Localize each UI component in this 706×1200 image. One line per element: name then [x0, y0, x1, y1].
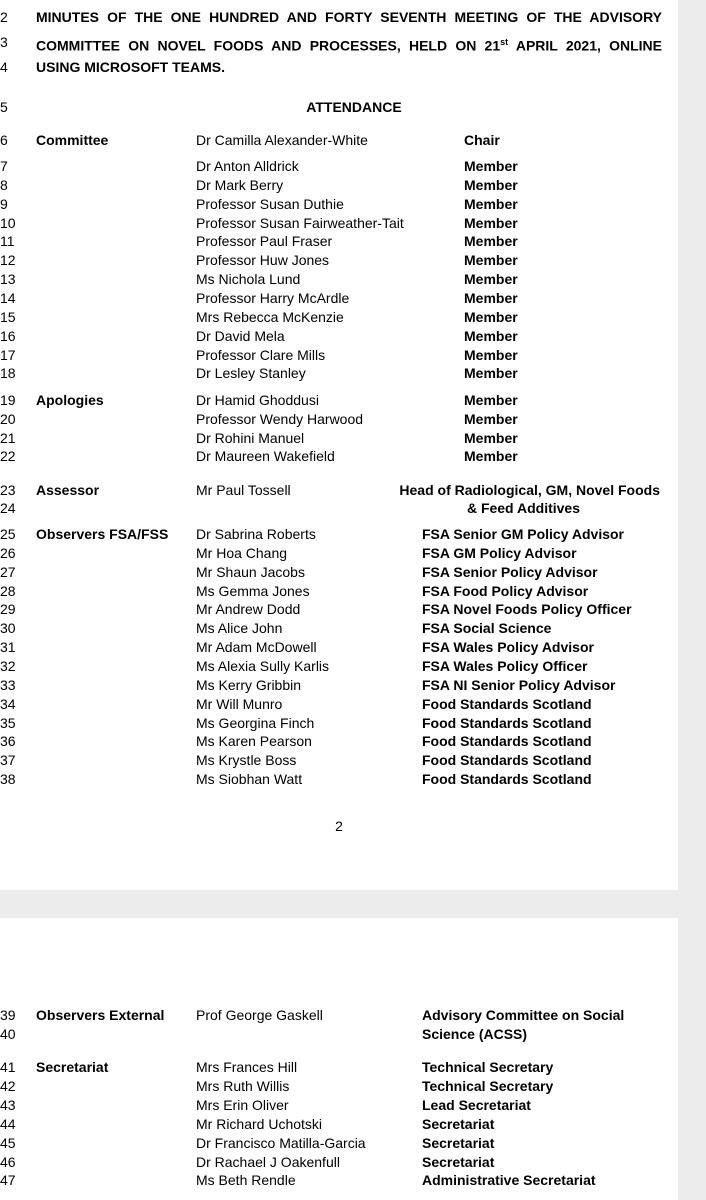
attendee-name: Mr Will Munro — [196, 695, 283, 712]
line-number: 24 — [0, 500, 16, 516]
attendee-name: Mr Shaun Jacobs — [196, 563, 305, 580]
attendee-name: Ms Kerry Gribbin — [196, 676, 302, 693]
line-number: 43 — [0, 1096, 16, 1113]
attendee-name: Dr Lesley Stanley — [196, 365, 306, 381]
attendee-name: Professor Paul Fraser — [196, 233, 333, 249]
attendee-role: Member — [464, 271, 518, 287]
attendee-name: Professor Clare Mills — [196, 347, 326, 363]
attendee-role: Administrative Secretariat — [422, 1172, 596, 1189]
attendee-name: Dr David Mela — [196, 328, 285, 344]
attendance-heading: ATTENDANCE — [306, 99, 402, 115]
attendee-role: Technical Secretary — [422, 1077, 554, 1094]
title-line-3: USING MICROSOFT TEAMS. — [36, 59, 225, 75]
attendee-role: Member — [464, 392, 518, 408]
line-number: 5 — [0, 99, 8, 115]
line-number: 12 — [0, 252, 16, 268]
line-number: 11 — [0, 233, 15, 249]
attendee-role: Member — [464, 252, 518, 268]
attendee-role: Chair — [464, 132, 500, 148]
attendee-role: FSA Senior Policy Advisor — [422, 563, 598, 580]
attendee-role: Food Standards Scotland — [422, 752, 592, 769]
attendee-name: Professor Wendy Harwood — [196, 410, 364, 427]
attendee-name: Mr Andrew Dodd — [196, 601, 301, 618]
line-number: 9 — [0, 196, 8, 212]
attendee-role: Secretariat — [422, 1115, 495, 1132]
line-number: 3 — [0, 34, 8, 50]
attendee-role: Member — [464, 196, 518, 212]
attendee-name: Dr Rohini Manuel — [196, 429, 305, 446]
attendee-role: Member — [464, 215, 518, 231]
attendee-role: FSA Wales Policy Advisor — [422, 639, 594, 656]
attendee-name: Dr Francisco Matilla-Garcia — [196, 1134, 366, 1151]
title-superscript: st — [500, 37, 509, 47]
attendee-name: Ms Alexia Sully Karlis — [196, 657, 330, 674]
title-line-1: MINUTES OF THE ONE HUNDRED AND FORTY SEVENTH MEETING OF THE ADVISORY — [36, 9, 662, 25]
attendee-name: Ms Siobhan Watt — [196, 771, 303, 788]
attendee-role: FSA Novel Foods Policy Officer — [422, 601, 632, 618]
attendee-role: Member — [464, 158, 518, 174]
line-number: 15 — [0, 309, 16, 325]
line-number: 31 — [0, 639, 16, 656]
attendee-name: Mr Richard Uchotski — [196, 1115, 323, 1132]
assessor-role-line-2: & Feed Additives — [466, 500, 580, 516]
attendee-name: Mr Hoa Chang — [196, 544, 288, 561]
line-number: 23 — [0, 482, 16, 498]
attendee-name: Mrs Frances Hill — [196, 1059, 298, 1075]
line-number: 22 — [0, 448, 16, 465]
section-label-observers-fsa: Observers FSA/FSS — [36, 526, 169, 542]
attendee-name: Ms Beth Rendle — [196, 1172, 296, 1189]
attendee-name: Ms Nichola Lund — [196, 271, 301, 287]
line-number: 6 — [0, 132, 8, 148]
attendee-role: Member — [464, 429, 518, 446]
line-number: 40 — [0, 1026, 16, 1042]
assessor-name: Mr Paul Tossell — [196, 482, 291, 498]
title-line-2-b: APRIL 2021, ONLINE — [508, 37, 662, 54]
assessor-role-line-1: Head of Radiological, GM, Novel Foods — [399, 482, 660, 498]
attendee-role: Food Standards Scotland — [422, 771, 592, 788]
observer-external-name: Prof George Gaskell — [196, 1007, 323, 1023]
line-number: 25 — [0, 526, 16, 542]
attendee-role: Lead Secretariat — [422, 1096, 531, 1113]
line-number: 21 — [0, 429, 16, 446]
section-label-secretariat: Secretariat — [36, 1059, 109, 1075]
line-number: 13 — [0, 271, 16, 287]
line-number: 42 — [0, 1077, 16, 1094]
attendee-role: FSA NI Senior Policy Advisor — [422, 676, 616, 693]
line-number: 8 — [0, 177, 8, 193]
attendee-role: Member — [464, 233, 518, 249]
attendee-role: Member — [464, 347, 518, 363]
line-number: 37 — [0, 752, 16, 769]
attendee-name: Dr Camilla Alexander-White — [196, 132, 368, 148]
line-number: 2 — [0, 9, 8, 25]
line-number: 30 — [0, 620, 16, 637]
section-label-committee: Committee — [36, 132, 109, 148]
attendee-name: Dr Mark Berry — [196, 177, 284, 193]
line-number: 39 — [0, 1007, 16, 1023]
attendee-name: Professor Huw Jones — [196, 252, 330, 268]
line-number: 29 — [0, 601, 16, 618]
section-label-assessor: Assessor — [36, 482, 100, 498]
line-number: 27 — [0, 563, 16, 580]
document-page-2 — [0, 918, 678, 1200]
line-number: 36 — [0, 733, 16, 750]
title-line-2 — [36, 33, 662, 56]
line-number: 33 — [0, 676, 16, 693]
attendee-role: Food Standards Scotland — [422, 733, 592, 750]
section-label-apologies: Apologies — [36, 392, 104, 408]
attendee-role: Member — [464, 290, 518, 306]
page-number: 2 — [335, 818, 343, 834]
attendee-name: Mrs Rebecca McKenzie — [196, 309, 344, 325]
attendee-name: Professor Susan Duthie — [196, 196, 344, 212]
line-number: 44 — [0, 1115, 16, 1132]
attendee-name: Ms Gemma Jones — [196, 582, 310, 599]
section-label-observers-external: Observers External — [36, 1007, 165, 1023]
attendee-name: Ms Karen Pearson — [196, 733, 312, 750]
line-number: 38 — [0, 771, 16, 788]
line-number: 41 — [0, 1059, 16, 1075]
attendee-role: FSA Social Science — [422, 620, 552, 637]
attendee-name: Dr Maureen Wakefield — [196, 448, 335, 465]
line-number: 19 — [0, 392, 16, 408]
attendee-role: Member — [464, 365, 518, 381]
attendee-role: FSA Senior GM Policy Advisor — [422, 526, 625, 542]
line-number: 46 — [0, 1153, 16, 1170]
attendee-role: FSA GM Policy Advisor — [422, 544, 577, 561]
attendee-name: Ms Krystle Boss — [196, 752, 297, 769]
line-number: 10 — [0, 215, 16, 231]
observer-external-role-line-2: Science (ACSS) — [422, 1026, 528, 1042]
attendee-role: Member — [464, 410, 518, 427]
attendee-role: Member — [464, 448, 518, 465]
attendee-role: Food Standards Scotland — [422, 695, 592, 712]
attendee-name: Mrs Erin Oliver — [196, 1096, 289, 1113]
attendee-role: Secretariat — [422, 1153, 495, 1170]
attendee-name: Professor Susan Fairweather-Tait — [196, 215, 404, 231]
line-number: 16 — [0, 328, 16, 344]
line-number: 7 — [0, 158, 8, 174]
attendee-role: FSA Wales Policy Officer — [422, 657, 588, 674]
line-number: 47 — [0, 1172, 16, 1189]
title-line-2-a: COMMITTEE ON NOVEL FOODS AND PROCESSES, HELD ON 21 — [36, 37, 501, 54]
attendee-name: Mrs Ruth Willis — [196, 1077, 290, 1094]
attendee-name: Mr Adam McDowell — [196, 639, 317, 656]
attendee-role: Secretariat — [422, 1134, 495, 1151]
line-number: 45 — [0, 1134, 16, 1151]
attendee-role: Member — [464, 328, 518, 344]
line-number: 4 — [0, 59, 8, 75]
attendee-name: Dr Anton Alldrick — [196, 158, 299, 174]
line-number: 26 — [0, 544, 16, 561]
attendee-name: Dr Sabrina Roberts — [196, 526, 316, 542]
observer-external-role-line-1: Advisory Committee on Social — [422, 1007, 625, 1023]
attendee-name: Ms Georgina Finch — [196, 714, 315, 731]
line-number: 32 — [0, 657, 16, 674]
attendee-name: Ms Alice John — [196, 620, 283, 637]
attendee-role: Member — [464, 309, 518, 325]
attendee-role: Technical Secretary — [422, 1059, 554, 1075]
line-number: 34 — [0, 695, 16, 712]
attendee-name: Dr Rachael J Oakenfull — [196, 1153, 340, 1170]
line-number: 18 — [0, 365, 16, 381]
attendee-name: Dr Hamid Ghoddusi — [196, 392, 319, 408]
line-number: 28 — [0, 582, 16, 599]
line-number: 17 — [0, 347, 16, 363]
line-number: 14 — [0, 290, 16, 306]
attendee-role: Food Standards Scotland — [422, 714, 592, 731]
attendee-role: FSA Food Policy Advisor — [422, 582, 589, 599]
line-number: 35 — [0, 714, 16, 731]
attendee-name: Professor Harry McArdle — [196, 290, 350, 306]
line-number: 20 — [0, 410, 16, 427]
attendee-role: Member — [464, 177, 518, 193]
